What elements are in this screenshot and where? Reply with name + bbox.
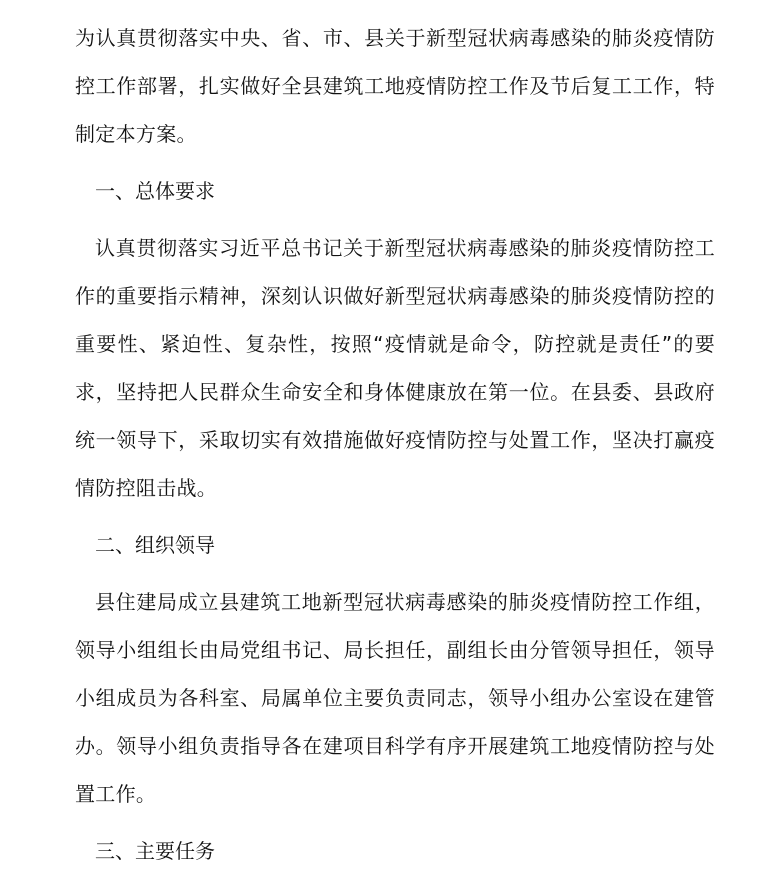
section-heading-1: 一、总体要求 — [95, 179, 215, 203]
intro-paragraph: 为认真贯彻落实中央、省、市、县关于新型冠状病毒感染的肺炎疫情防控工作部署，扎实做好全县建筑工地疫情防控工作及节后复工工作，特制定本方案。 — [75, 26, 715, 146]
spacer — [75, 512, 715, 521]
spacer — [75, 569, 715, 578]
section-body-2: 县住建局成立县建筑工地新型冠状病毒感染的肺炎疫情防控工作组，领导小组组长由局党组书记、局长担任，副组长由分管领导担任，领导小组成员为各科室、局属单位主要负责同志，领导小组办公室设在建管办。领导小组负责指导各在建项目科学有序开展建筑工地疫情防控与处置工作。 — [75, 590, 715, 806]
spacer — [75, 818, 715, 827]
section-heading-2: 二、组织领导 — [95, 533, 215, 557]
spacer — [75, 215, 715, 224]
section-body-1: 认真贯彻落实习近平总书记关于新型冠状病毒感染的肺炎疫情防控工作的重要指示精神，深刻认识做好新型冠状病毒感染的肺炎疫情防控的重要性、紧迫性、复杂性，按照“疫情就是命令，防控就是责任”的要求，坚持把人民群众生命安全和身体健康放在第一位。在县委、县政府统一领导下，采取切实有效措施做好疫情防控与处置工作，坚决打赢疫情防控阻击战。 — [75, 236, 715, 500]
section-heading-3: 三、主要任务 — [95, 839, 215, 863]
spacer — [75, 158, 715, 167]
document-page — [75, 0, 715, 875]
